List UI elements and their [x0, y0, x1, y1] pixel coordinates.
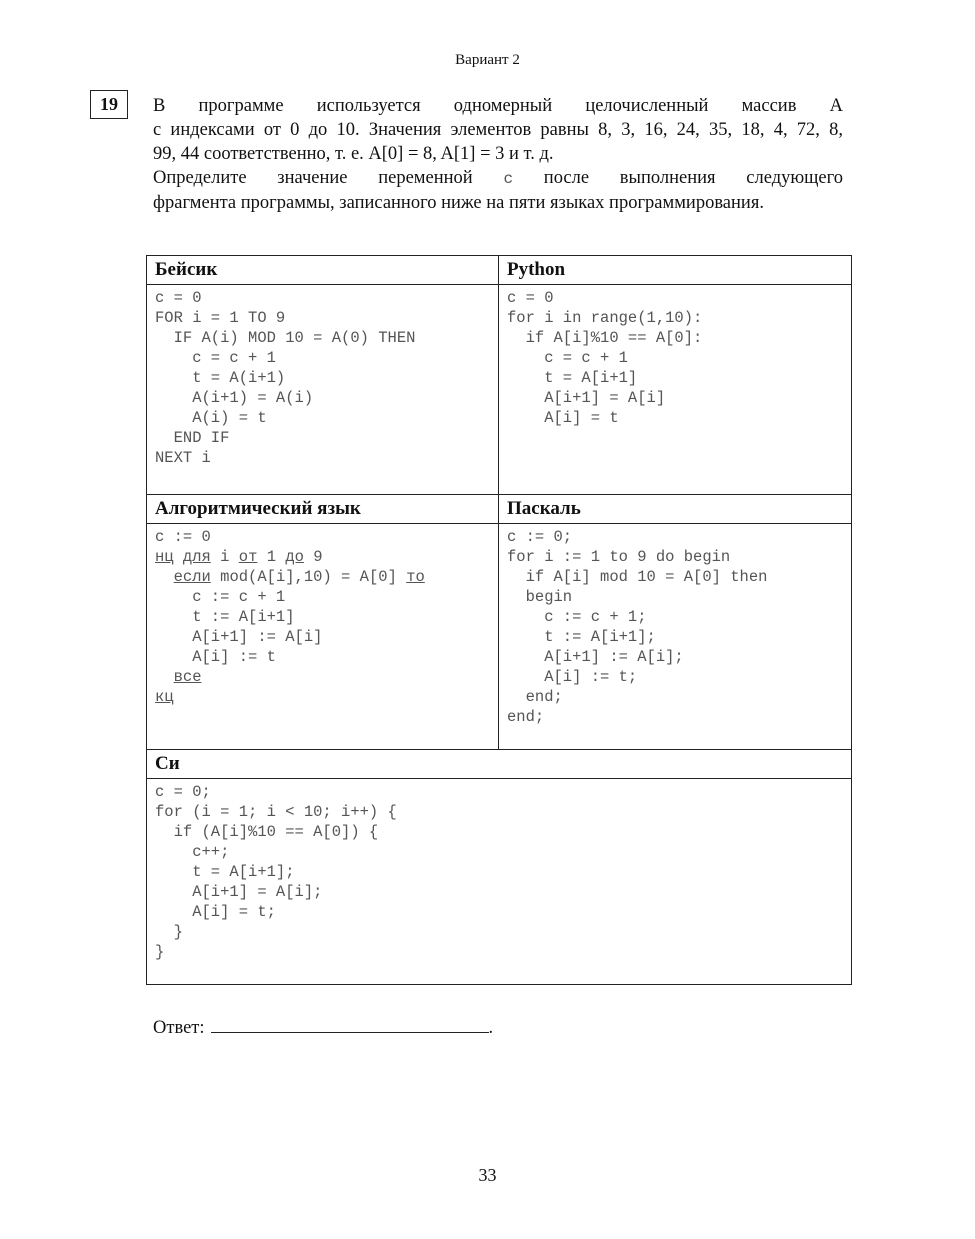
answer-row [153, 1014, 493, 1039]
kw-kc: кц [155, 688, 174, 706]
kw-dlya: для [182, 548, 211, 566]
answer-end: . [488, 1018, 494, 1038]
kw-ot: от [238, 548, 258, 566]
question-text-after: после выполнения следующего [543, 168, 844, 188]
kw-do: до [285, 548, 304, 566]
algo-loop-var: i [220, 548, 230, 566]
task-statement [153, 94, 843, 215]
algo-line-init: c := 0 [155, 528, 211, 546]
answer-label: Ответ: [153, 1018, 205, 1038]
pascal-code: c := 0; for i := 1 to 9 do begin if A[i] mod 10 = A[0] then begin c := c + 1; t := A[i+1]; A[i+1] := A[i]; A[i] := t; end; end; [507, 528, 768, 726]
algo-condition: mod(A[i],10) = A[0] [220, 568, 397, 586]
algo-body: c := c + 1 t := A[i+1] A[i+1] := A[i] A[i] := t [192, 588, 323, 666]
task-question-line-2: фрагмента программы, записанного ниже на пяти языках программирования. [153, 193, 764, 213]
basic-code-cell [147, 285, 499, 495]
c-title: Си [147, 750, 852, 779]
basic-title: Бейсик [147, 256, 499, 285]
task-text-line-3: 99, 44 соответственно, т. е. A[0] = 8, A[1] = 3 и т. д. [153, 144, 554, 164]
kw-esli: если [173, 568, 211, 586]
c-code: c = 0; for (i = 1; i < 10; i++) { if (A[i]%10 == A[0]) { c++; t = A[i+1]; A[i+1] = A[i]; A[i] = t; } } [155, 783, 397, 961]
page-number: 33 [478, 1165, 497, 1185]
kw-nc: нц [155, 548, 174, 566]
answer-field[interactable] [211, 1014, 489, 1033]
kw-vse: все [173, 668, 202, 686]
algo-loop-to: 9 [313, 548, 323, 566]
code-listings-table [146, 255, 852, 985]
pascal-title: Паскаль [499, 495, 852, 524]
algo-title: Алгоритмический язык [147, 495, 499, 524]
python-code-cell [499, 285, 852, 495]
task-text-line-1: В программе используется одномерный целочисленный массив A [153, 96, 843, 116]
python-title: Python [499, 256, 852, 285]
task-text-line-2: с индексами от 0 до 10. Значения элементов равны 8, 3, 16, 24, 35, 18, 4, 72, 8, [153, 120, 843, 140]
basic-code: c = 0 FOR i = 1 TO 9 IF A(i) MOD 10 = A(0) THEN c = c + 1 t = A(i+1) A(i+1) = A(i) A(i) = t END IF NEXT i [155, 289, 416, 467]
question-variable: c [503, 170, 514, 188]
pascal-code-cell [499, 524, 852, 750]
variant-header: Вариант 2 [455, 52, 520, 68]
question-text-before: Определите значение переменной [153, 168, 473, 188]
task-question-line-1 [153, 166, 843, 191]
python-code: c = 0 for i in range(1,10): if A[i]%10 == A[0]: c = c + 1 t = A[i+1] A[i+1] = A[i] A[i] = t [507, 289, 703, 427]
algo-loop-from: 1 [266, 548, 276, 566]
c-code-cell [147, 779, 852, 985]
algo-code-cell [147, 524, 499, 750]
kw-to: то [406, 568, 425, 586]
algo-code [147, 524, 498, 749]
task-number-box: 19 [90, 90, 128, 119]
